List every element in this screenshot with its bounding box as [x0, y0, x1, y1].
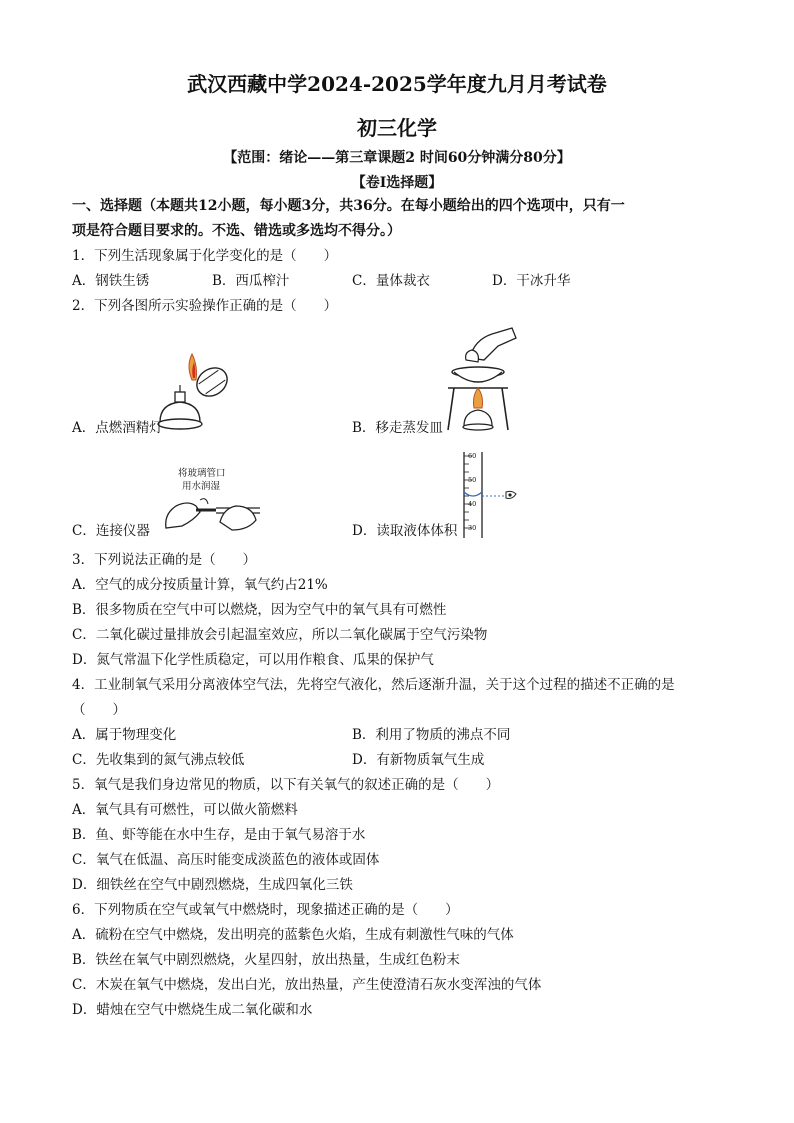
cylinder-tick-30: 30: [468, 524, 477, 532]
q4-option-d: D．有新物质氧气生成: [352, 752, 485, 768]
q2-c-caption-line2: 用水润湿: [182, 481, 221, 492]
q4-stem-blank: （ ）: [72, 702, 126, 718]
q6-option-a: A．硫粉在空气中燃烧，发出明亮的蓝紫色火焰，生成有刺激性气味的气体: [72, 927, 514, 943]
q4-option-b: B．利用了物质的沸点不同: [352, 727, 511, 743]
q2-c-caption-line1: 将玻璃管口: [178, 468, 226, 479]
q2-option-b: B．移走蒸发皿: [352, 420, 443, 436]
q1-option-c: C．量体裁衣: [352, 273, 430, 289]
q2-option-c: C．连接仪器: [72, 523, 150, 539]
alcohol-lamp-figure: [150, 352, 240, 437]
q6-option-d: D．蜡烛在空气中燃烧生成二氧化碳和水: [72, 1002, 313, 1018]
q2-option-d: D．读取液体体积: [352, 523, 458, 539]
part1-heading-line1: 一、选择题（本题共12小题，每小题3分，共36分。在每小题给出的四个选项中，只有一: [72, 198, 625, 214]
evaporating-dish-figure: [440, 326, 520, 438]
q3-option-d: D．氮气常温下化学性质稳定，可以用作粮食、瓜果的保护气: [72, 652, 434, 668]
cylinder-tick-50: 50: [468, 476, 477, 484]
q1-option-a: A．钢铁生锈: [72, 273, 150, 289]
q5-option-b: B．鱼、虾等能在水中生存，是由于氧气易溶于水: [72, 827, 366, 843]
connect-apparatus-figure: [160, 492, 270, 537]
q5-option-a: A．氧气具有可燃性，可以做火箭燃料: [72, 802, 298, 818]
cylinder-tick-60: 60: [468, 452, 477, 460]
q4-stem: 4．工业制氧气采用分离液体空气法，先将空气液化，然后逐渐升温，关于这个过程的描述不正确的是: [72, 677, 675, 693]
q6-option-c: C．木炭在氧气中燃烧，发出白光，放出热量，产生使澄清石灰水变浑浊的气体: [72, 977, 542, 993]
exam-subject: 初三化学: [357, 116, 437, 140]
q2-stem: 2．下列各图所示实验操作正确的是（ ）: [72, 298, 338, 314]
q1-option-b: B．西瓜榨汁: [212, 273, 290, 289]
q2-option-a: A．点燃酒精灯: [72, 420, 163, 436]
q5-option-c: C．氧气在低温、高压时能变成淡蓝色的液体或固体: [72, 852, 380, 868]
exam-title: 武汉西藏中学2024-2025学年度九月月考试卷: [187, 72, 607, 96]
section-label: 【卷Ⅰ选择题】: [351, 175, 443, 191]
q5-stem: 5．氧气是我们身边常见的物质，以下有关氧气的叙述正确的是（ ）: [72, 777, 500, 793]
q3-option-c: C．二氧化碳过量排放会引起温室效应，所以二氧化碳属于空气污染物: [72, 627, 488, 643]
q4-option-c: C．先收集到的氮气沸点较低: [72, 752, 245, 768]
q6-option-b: B．铁丝在氧气中剧烈燃烧，火星四射，放出热量，生成红色粉末: [72, 952, 460, 968]
part1-heading-line2: 项是符合题目要求的。不选、错选或多选均不得分。）: [72, 223, 401, 239]
q3-stem: 3．下列说法正确的是（ ）: [72, 552, 257, 568]
q6-stem: 6．下列物质在空气或氧气中燃烧时，现象描述正确的是（ ）: [72, 902, 459, 918]
cylinder-tick-40: 40: [468, 500, 477, 508]
q1-option-d: D．干冰升华: [492, 273, 571, 289]
q3-option-a: A．空气的成分按质量计算，氧气约占21%: [72, 577, 328, 593]
exam-scope: 【范围：绪论——第三章课题2 时间60分钟满分80分】: [223, 150, 571, 166]
q3-option-b: B．很多物质在空气中可以燃烧，因为空气中的氧气具有可燃性: [72, 602, 447, 618]
q4-option-a: A．属于物理变化: [72, 727, 177, 743]
q1-stem: 1．下列生活现象属于化学变化的是（ ）: [72, 248, 338, 264]
q5-option-d: D．细铁丝在空气中剧烈燃烧，生成四氧化三铁: [72, 877, 353, 893]
